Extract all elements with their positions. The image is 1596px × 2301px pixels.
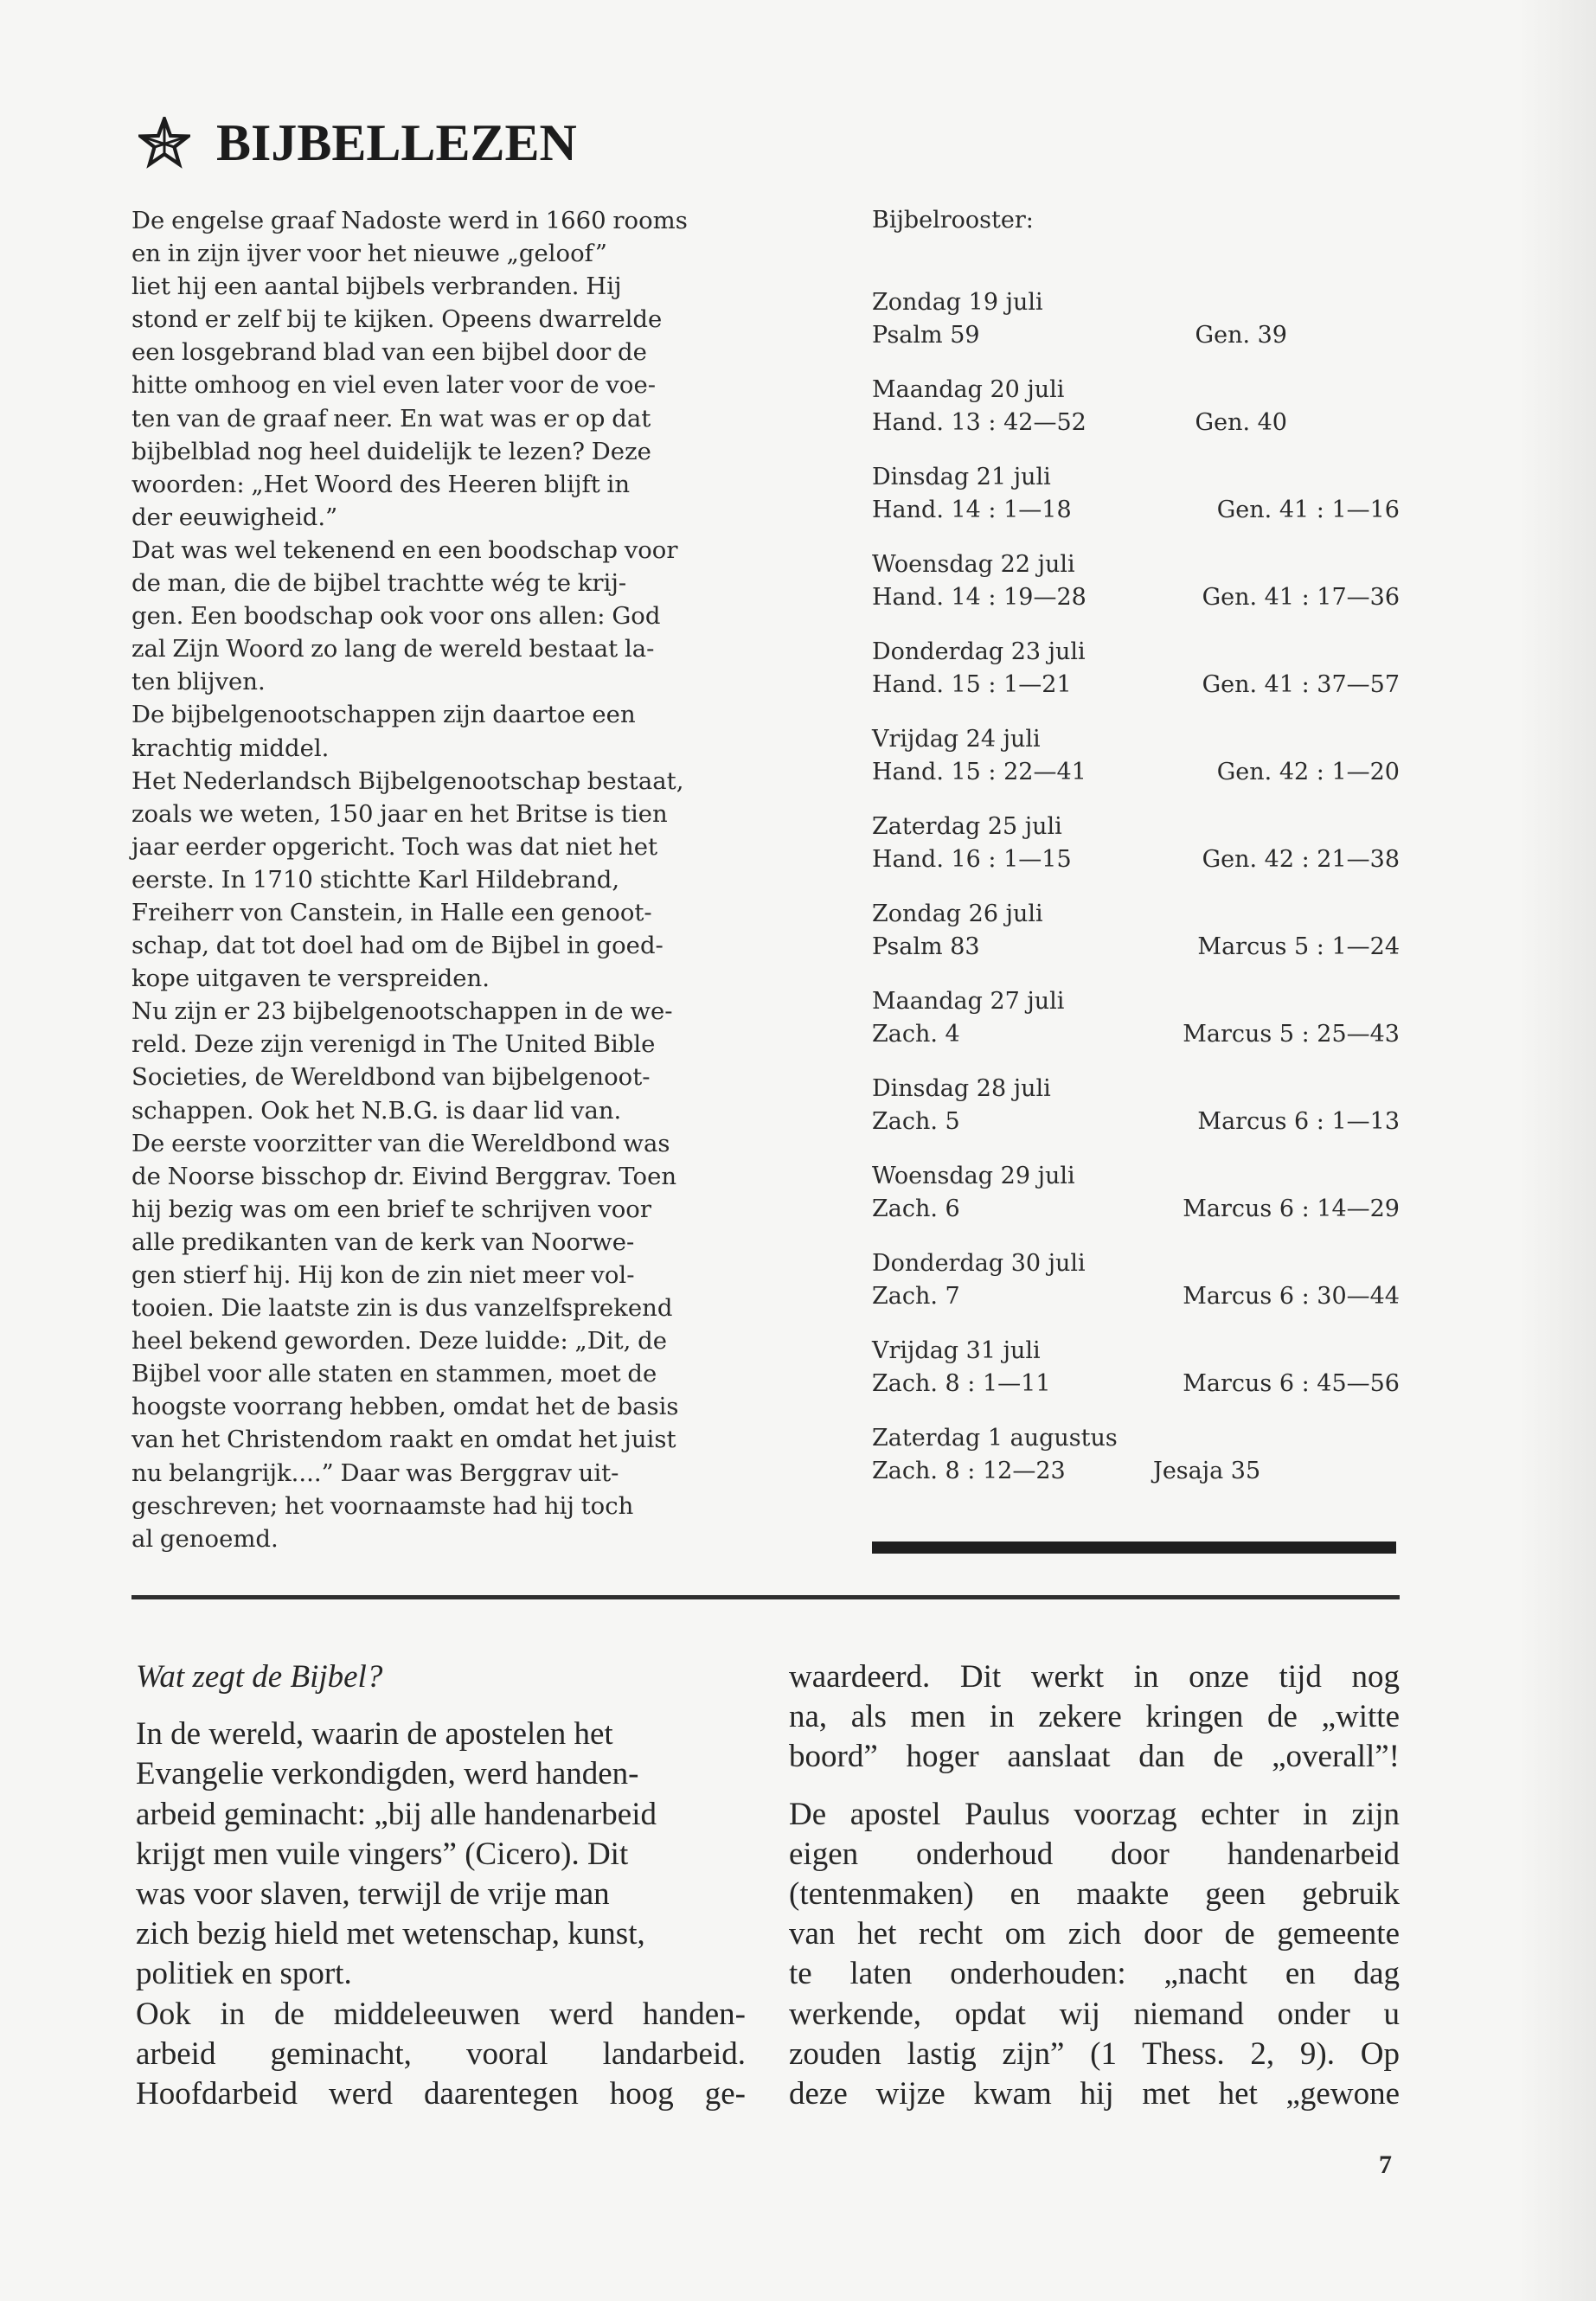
text-line: de man, die de bijbel trachtte wég te krij- <box>131 569 627 598</box>
schedule-day: Donderdag 30 juli <box>872 1250 1086 1277</box>
text-line: Societies, de Wereldbond van bijbelgenoot- <box>131 1063 651 1092</box>
text-line: deze wijze kwam hij met het „gewone <box>789 2076 1400 2112</box>
body-paragraph <box>789 1657 1400 1778</box>
reading-left: Hand. 14 : 19—28 <box>872 584 1086 611</box>
text-line: eerste. In 1710 stichtte Karl Hildebrand, <box>131 865 620 894</box>
text-line: gen. Een boodschap ook voor ons allen: God <box>131 602 661 631</box>
text-line: waardeerd. Dit werkt in onze tijd nog <box>789 1659 1400 1695</box>
schedule-entry <box>872 811 1400 898</box>
reading-left: Zach. 6 <box>872 1195 960 1222</box>
lower-right-column <box>789 1657 1400 2114</box>
schedule-day: Woensdag 22 juli <box>872 551 1075 578</box>
reading-right: Gen. 41 : 17—36 <box>1202 584 1400 611</box>
text-line: te laten onderhouden: „nacht en dag <box>789 1956 1400 1992</box>
reading-left: Hand. 14 : 1—18 <box>872 497 1072 523</box>
reading-right: Marcus 6 : 45—56 <box>1183 1370 1400 1397</box>
section-heading <box>138 104 577 182</box>
text-line: bijbelblad nog heel duidelijk te lezen? Deze <box>131 437 651 465</box>
article-paragraph <box>131 995 782 1126</box>
text-line: gen stierf hij. Hij kon de zin niet meer vol- <box>131 1261 635 1289</box>
schedule-day: Maandag 20 juli <box>872 376 1065 403</box>
article-paragraph <box>131 1127 782 1555</box>
text-line: hoogste voorrang hebben, omdat het de basis <box>131 1393 679 1421</box>
schedule-day: Dinsdag 21 juli <box>872 464 1051 490</box>
page-title: BIJBELLEZEN <box>216 113 577 171</box>
text-line: liet hij een aantal bijbels verbranden. Hij <box>131 272 622 301</box>
text-line: was voor slaven, terwijl de vrije man <box>136 1876 610 1913</box>
text-line: na, als men in zekere kringen de „witte <box>789 1699 1400 1735</box>
reading-left: Zach. 8 : 12—23 <box>872 1458 1066 1484</box>
reading-right: Gen. 41 : 37—57 <box>1202 671 1400 698</box>
schedule-entry <box>872 1422 1400 1509</box>
page-number: 7 <box>1379 2150 1392 2179</box>
schedule-day: Zaterdag 1 augustus <box>872 1425 1118 1452</box>
text-line: krijgt men vuile vingers” (Cicero). Dit <box>136 1836 629 1872</box>
text-line: De eerste voorzitter van die Wereldbond was <box>131 1129 670 1157</box>
schedule-day: Vrijdag 24 juli <box>872 726 1041 753</box>
reading-left: Hand. 15 : 22—41 <box>872 759 1086 785</box>
article-column <box>131 204 782 1555</box>
schedule-day: Dinsdag 28 juli <box>872 1075 1051 1102</box>
text-line: van het recht om zich door de gemeente <box>789 1916 1400 1952</box>
reading-left: Hand. 15 : 1—21 <box>872 671 1072 698</box>
reading-left: Psalm 83 <box>872 933 980 960</box>
text-line: tooien. Die laatste zin is dus vanzelfsprekend <box>131 1294 673 1323</box>
reading-right: Gen. 39 <box>1195 322 1287 349</box>
text-line: van het Christendom raakt en omdat het juist <box>131 1426 676 1454</box>
text-line: kope uitgaven te verspreiden. <box>131 965 490 993</box>
schedule-entry <box>872 461 1400 548</box>
schedule-entry <box>872 374 1400 461</box>
article-paragraph <box>131 765 782 996</box>
text-line: De apostel Paulus voorzag echter in zijn <box>789 1796 1400 1832</box>
schedule-entry <box>872 548 1400 636</box>
reading-left: Hand. 16 : 1—15 <box>872 846 1072 873</box>
reading-right: Gen. 42 : 1—20 <box>1216 759 1400 785</box>
text-line: boord” hoger aanslaat dan de „overall”! <box>789 1739 1400 1775</box>
reading-right: Marcus 6 : 14—29 <box>1183 1195 1400 1222</box>
article-paragraph <box>131 204 782 534</box>
article-paragraph <box>131 534 782 698</box>
reading-right: Marcus 5 : 1—24 <box>1197 933 1400 960</box>
schedule-day: Donderdag 23 juli <box>872 638 1086 665</box>
schedule-entry <box>872 636 1400 723</box>
body-paragraph <box>136 1715 746 1994</box>
text-line: hitte omhoog en viel even later voor de voe- <box>131 371 657 400</box>
text-line: Nu zijn er 23 bijbelgenootschappen in de we- <box>131 997 673 1026</box>
text-line: Evangelie verkondigden, werd handen- <box>136 1756 639 1792</box>
schedule-day: Woensdag 29 juli <box>872 1163 1075 1189</box>
schedule-entry <box>872 898 1400 985</box>
text-line: Het Nederlandsch Bijbelgenootschap bestaat, <box>131 766 684 795</box>
text-line: heel bekend geworden. Deze luidde: „Dit, de <box>131 1327 667 1356</box>
schedule-day: Maandag 27 juli <box>872 988 1065 1015</box>
text-line: Hoofdarbeid werd daarentegen hoog ge- <box>136 2076 746 2112</box>
text-line: De bijbelgenootschappen zijn daartoe een <box>131 701 636 729</box>
text-line: De engelse graaf Nadoste werd in 1660 rooms <box>131 207 688 234</box>
schedule-list <box>872 286 1400 1509</box>
text-line: politiek en sport. <box>136 1956 352 1992</box>
schedule-day: Vrijdag 31 juli <box>872 1337 1041 1364</box>
schedule-entry <box>872 1160 1400 1247</box>
text-line: al genoemd. <box>131 1524 279 1553</box>
text-line: zal Zijn Woord zo lang de wereld bestaat la- <box>131 635 655 663</box>
section-subheading: Wat zegt de Bijbel? <box>136 1659 383 1695</box>
reading-left: Psalm 59 <box>872 322 980 349</box>
text-line: een losgebrand blad van een bijbel door de <box>131 338 647 367</box>
body-paragraph <box>789 1795 1400 2115</box>
text-line: woorden: „Het Woord des Heeren blijft in <box>131 470 631 498</box>
reading-right: Marcus 6 : 1—13 <box>1197 1108 1400 1135</box>
text-line: werkende, opdat wij niemand onder u <box>789 1996 1400 2032</box>
text-line: krachtig middel. <box>131 734 330 762</box>
lower-left-column <box>136 1657 746 2114</box>
schedule-entry <box>872 1247 1400 1335</box>
schedule-entry <box>872 723 1400 811</box>
reading-right: Gen. 41 : 1—16 <box>1216 497 1400 523</box>
bible-schedule <box>872 204 1400 1484</box>
text-line: (tentenmaken) en maakte geen gebruik <box>789 1876 1400 1913</box>
schedule-entry <box>872 286 1400 374</box>
reading-right: Jesaja 35 <box>1153 1458 1261 1484</box>
schedule-day: Zaterdag 25 juli <box>872 813 1062 840</box>
text-line: zouden lastig zijn” (1 Thess. 2, 9). Op <box>789 2035 1400 2072</box>
reading-left: Zach. 5 <box>872 1108 960 1135</box>
reading-left: Zach. 8 : 1—11 <box>872 1370 1051 1397</box>
schedule-divider <box>872 1541 1396 1554</box>
article-paragraph <box>131 698 782 764</box>
schedule-entry <box>872 985 1400 1073</box>
schedule-day: Zondag 19 juli <box>872 289 1043 316</box>
text-line: alle predikanten van de kerk van Noorwe- <box>131 1227 635 1256</box>
text-line: schappen. Ook het N.B.G. is daar lid van. <box>131 1096 622 1125</box>
text-line: ten van de graaf neer. En wat was er op dat <box>131 404 651 433</box>
text-line: geschreven; het voornaamste had hij toch <box>131 1491 634 1520</box>
reading-left: Hand. 13 : 42—52 <box>872 409 1086 436</box>
reading-right: Gen. 42 : 21—38 <box>1202 846 1400 873</box>
schedule-heading: Bijbelrooster: <box>872 207 1034 234</box>
reading-right: Gen. 40 <box>1195 409 1287 436</box>
body-paragraph <box>136 1995 746 2115</box>
text-line: hij bezig was om een brief te schrijven voor <box>131 1195 652 1223</box>
text-line: en in zijn ijver voor het nieuwe „geloof” <box>131 240 607 268</box>
text-line: stond er zelf bij te kijken. Opeens dwarrelde <box>131 305 663 334</box>
text-line: zoals we weten, 150 jaar en het Britse is tien <box>131 799 668 828</box>
text-line: Ook in de middeleeuwen werd handen- <box>136 1996 746 2032</box>
text-line: schap, dat tot doel had om de Bijbel in goed- <box>131 932 663 960</box>
schedule-day: Zondag 26 juli <box>872 901 1043 927</box>
text-line: Dat was wel tekenend en een boodschap voor <box>131 535 678 564</box>
reading-right: Marcus 6 : 30—44 <box>1183 1283 1400 1310</box>
text-line: nu belangrijk....” Daar was Berggrav uit- <box>131 1458 619 1487</box>
text-line: Bijbel voor alle staten en stammen, moet de <box>131 1360 657 1388</box>
star-icon <box>138 117 190 169</box>
section-divider <box>131 1595 1400 1599</box>
text-line: reld. Deze zijn verenigd in The United Bible <box>131 1030 656 1059</box>
text-line: eigen onderhoud door handenarbeid <box>789 1836 1400 1872</box>
text-line: ten blijven. <box>131 668 266 696</box>
schedule-entry <box>872 1335 1400 1422</box>
text-line: jaar eerder opgericht. Toch was dat niet het <box>131 832 658 861</box>
text-line: arbeid geminacht, vooral landarbeid. <box>136 2035 746 2072</box>
text-line: arbeid geminacht: „bij alle handenarbeid <box>136 1796 657 1832</box>
text-line: de Noorse bisschop dr. Eivind Berggrav. Toen <box>131 1162 677 1190</box>
text-line: zich bezig hield met wetenschap, kunst, <box>136 1916 645 1952</box>
reading-left: Zach. 4 <box>872 1021 960 1048</box>
reading-left: Zach. 7 <box>872 1283 960 1310</box>
text-line: der eeuwigheid.” <box>131 503 338 531</box>
text-line: In de wereld, waarin de apostelen het <box>136 1716 613 1753</box>
text-line: Freiherr von Canstein, in Halle een genoot- <box>131 898 652 926</box>
reading-right: Marcus 5 : 25—43 <box>1183 1021 1400 1048</box>
schedule-entry <box>872 1073 1400 1160</box>
